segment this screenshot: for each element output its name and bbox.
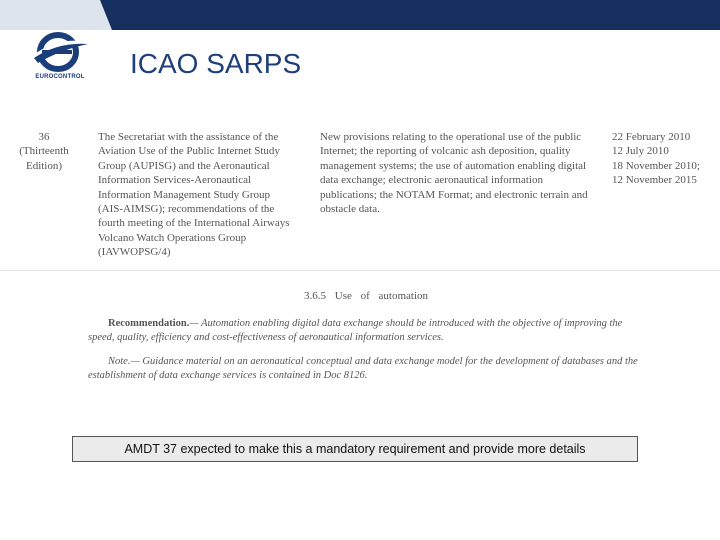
subject-cell: New provisions relating to the operational use of the public Internet; the reporting of volcanic ash deposition, quality management systems; the use of automation enabling digital data exchange; electronic aeronautical information publications; the NOTAM Format; and electronic terrain and obstacle data.	[320, 131, 588, 216]
note-label: Note.	[108, 356, 131, 367]
note-text: — Guidance material on an aeronautical conceptual and data exchange model for the development of databases and the establishment of data exchange services is contained in Doc 8126.	[88, 356, 638, 382]
source-cell: The Secretariat with the assistance of the Aviation Use of the Public Internet Study Group (AUPISG) and the Aeronautical Information Services-Aeronautical Information Management Study Group (AIS-AIMSG); recommendations of the fourth meeting of the International Airways Volcano Watch Operations Group (IAVWOPSG/4)	[98, 131, 290, 259]
divider	[0, 270, 720, 271]
top-banner-dark	[100, 0, 720, 30]
top-banner	[0, 0, 720, 30]
callout-box: AMDT 37 expected to make this a mandatory requirement and provide more details	[72, 436, 638, 462]
section-heading: 3.6.5 Use of automation	[304, 290, 429, 302]
dates-cell: 22 February 2010 12 July 2010 18 November 2010; 12 November 2015	[612, 131, 700, 187]
amendment-cell: 36 (Thirteenth Edition)	[19, 131, 69, 172]
recommendation-paragraph	[88, 317, 648, 346]
recommendation-text: — Automation enabling digital data exchange should be introduced with the objective of improving the speed, quality, efficiency and cost-effectiveness of aeronautical information services.	[88, 318, 623, 344]
logo-text: EUROCONTROL	[35, 74, 85, 80]
page-title: ICAO SARPS	[130, 48, 302, 79]
recommendation-label: Recommendation.	[108, 318, 190, 329]
note-paragraph	[88, 355, 648, 384]
amendment-table	[0, 130, 712, 270]
